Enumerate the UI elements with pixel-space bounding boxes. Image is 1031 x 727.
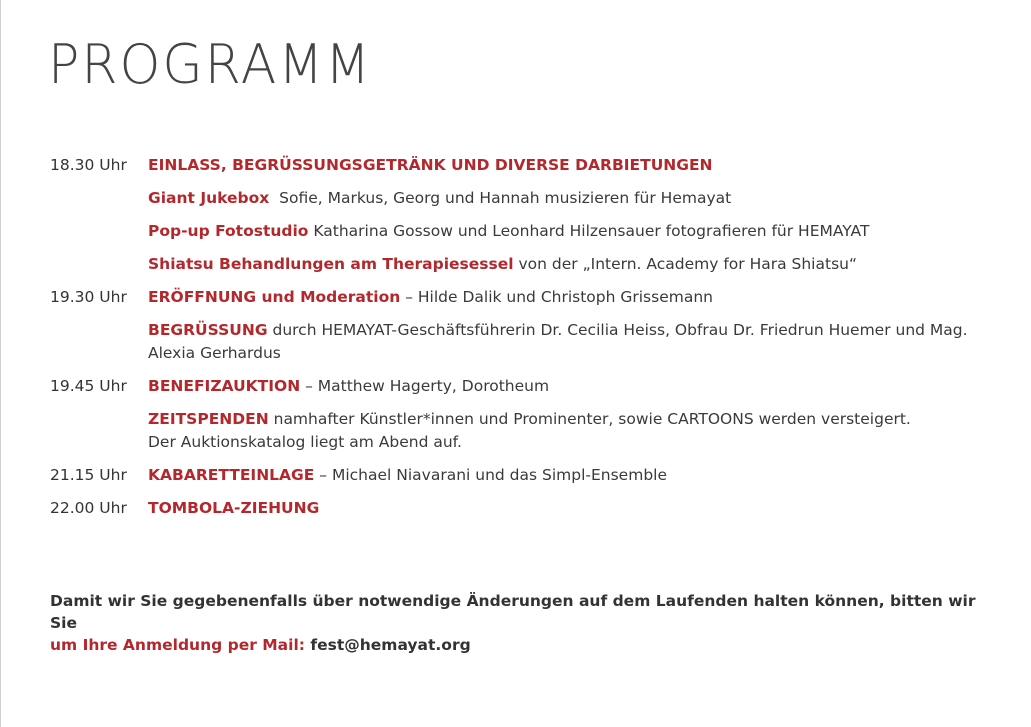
entry-text: Sofie, Markus, Georg und Hannah musizieren für Hemayat — [269, 189, 732, 207]
entry-eroeffnung — [148, 286, 990, 309]
registration-line-1: Damit wir Sie gegebenenfalls über notwendige Änderungen auf dem Laufenden halten können, bitten wir Sie — [50, 592, 976, 632]
schedule-slot-1930 — [50, 286, 990, 365]
entry-text: – Hilde Dalik und Christoph Grissemann — [400, 288, 713, 306]
left-border — [0, 0, 1, 727]
entry-highlight: Shiatsu Behandlungen am Therapiesessel — [148, 255, 514, 273]
registration-line-2 — [50, 634, 1000, 656]
slot-time: 19.45 Uhr — [50, 377, 127, 395]
entry-text: Katharina Gossow und Leonhard Hilzensauer fotografieren für HEMAYAT — [308, 222, 870, 240]
entry-giant-jukebox — [148, 187, 990, 210]
entry-highlight: TOMBOLA-ZIEHUNG — [148, 499, 320, 517]
entry-extra-text: Der Auktionskatalog liegt am Abend auf. — [148, 433, 462, 451]
entry-kabaretteinlage — [148, 464, 990, 487]
slot-entries — [148, 464, 990, 487]
entry-highlight: ZEITSPENDEN — [148, 410, 269, 428]
slot-entries — [148, 375, 990, 454]
schedule-slot-2200 — [50, 497, 990, 520]
entry-highlight: Giant Jukebox — [148, 189, 270, 207]
entry-text: – Matthew Hagerty, Dorotheum — [300, 377, 550, 395]
slot-entries — [148, 286, 990, 365]
entry-highlight: BEGRÜSSUNG — [148, 321, 268, 339]
slot-time: 21.15 Uhr — [50, 466, 127, 484]
registration-note — [50, 590, 1000, 656]
entry-tombola — [148, 497, 990, 520]
entry-einlass — [148, 154, 990, 177]
slot-time: 18.30 Uhr — [50, 156, 127, 174]
entry-highlight: BENEFIZAUKTION — [148, 377, 301, 395]
slot-time: 19.30 Uhr — [50, 288, 127, 306]
entry-text: namhafter Künstler*innen und Prominenter, sowie CARTOONS werden versteigert. — [268, 410, 911, 428]
schedule-slot-1945 — [50, 375, 990, 454]
slot-entries — [148, 154, 990, 276]
registration-request: um Ihre Anmeldung per Mail: — [50, 636, 305, 654]
schedule-slot-1830 — [50, 154, 990, 276]
registration-email[interactable]: fest@hemayat.org — [304, 636, 471, 654]
program-schedule — [50, 154, 990, 530]
entry-text: – Michael Niavarani und das Simpl-Ensemble — [314, 466, 667, 484]
entry-benefizauktion — [148, 375, 990, 398]
entry-text: von der „Intern. Academy for Hara Shiatsu“ — [513, 255, 857, 273]
entry-text: durch HEMAYAT-Geschäftsführerin Dr. Cecilia Heiss, Obfrau Dr. Friedrun Huemer und Mag. Alexia Gerhardus — [148, 321, 968, 362]
page-title: PROGRAMM — [48, 33, 373, 97]
entry-highlight: EINLASS, BEGRÜSSUNGSGETRÄNK UND DIVERSE DARBIETUNGEN — [148, 156, 713, 174]
slot-time: 22.00 Uhr — [50, 499, 127, 517]
entry-highlight: ERÖFFNUNG und Moderation — [148, 288, 401, 306]
entry-highlight: KABARETTEINLAGE — [148, 466, 315, 484]
entry-begruessung — [148, 319, 990, 365]
schedule-slot-2115 — [50, 464, 990, 487]
entry-fotostudio — [148, 220, 990, 243]
entry-zeitspenden — [148, 408, 990, 454]
entry-highlight: Pop-up Fotostudio — [148, 222, 309, 240]
slot-entries — [148, 497, 990, 520]
entry-shiatsu — [148, 253, 990, 276]
